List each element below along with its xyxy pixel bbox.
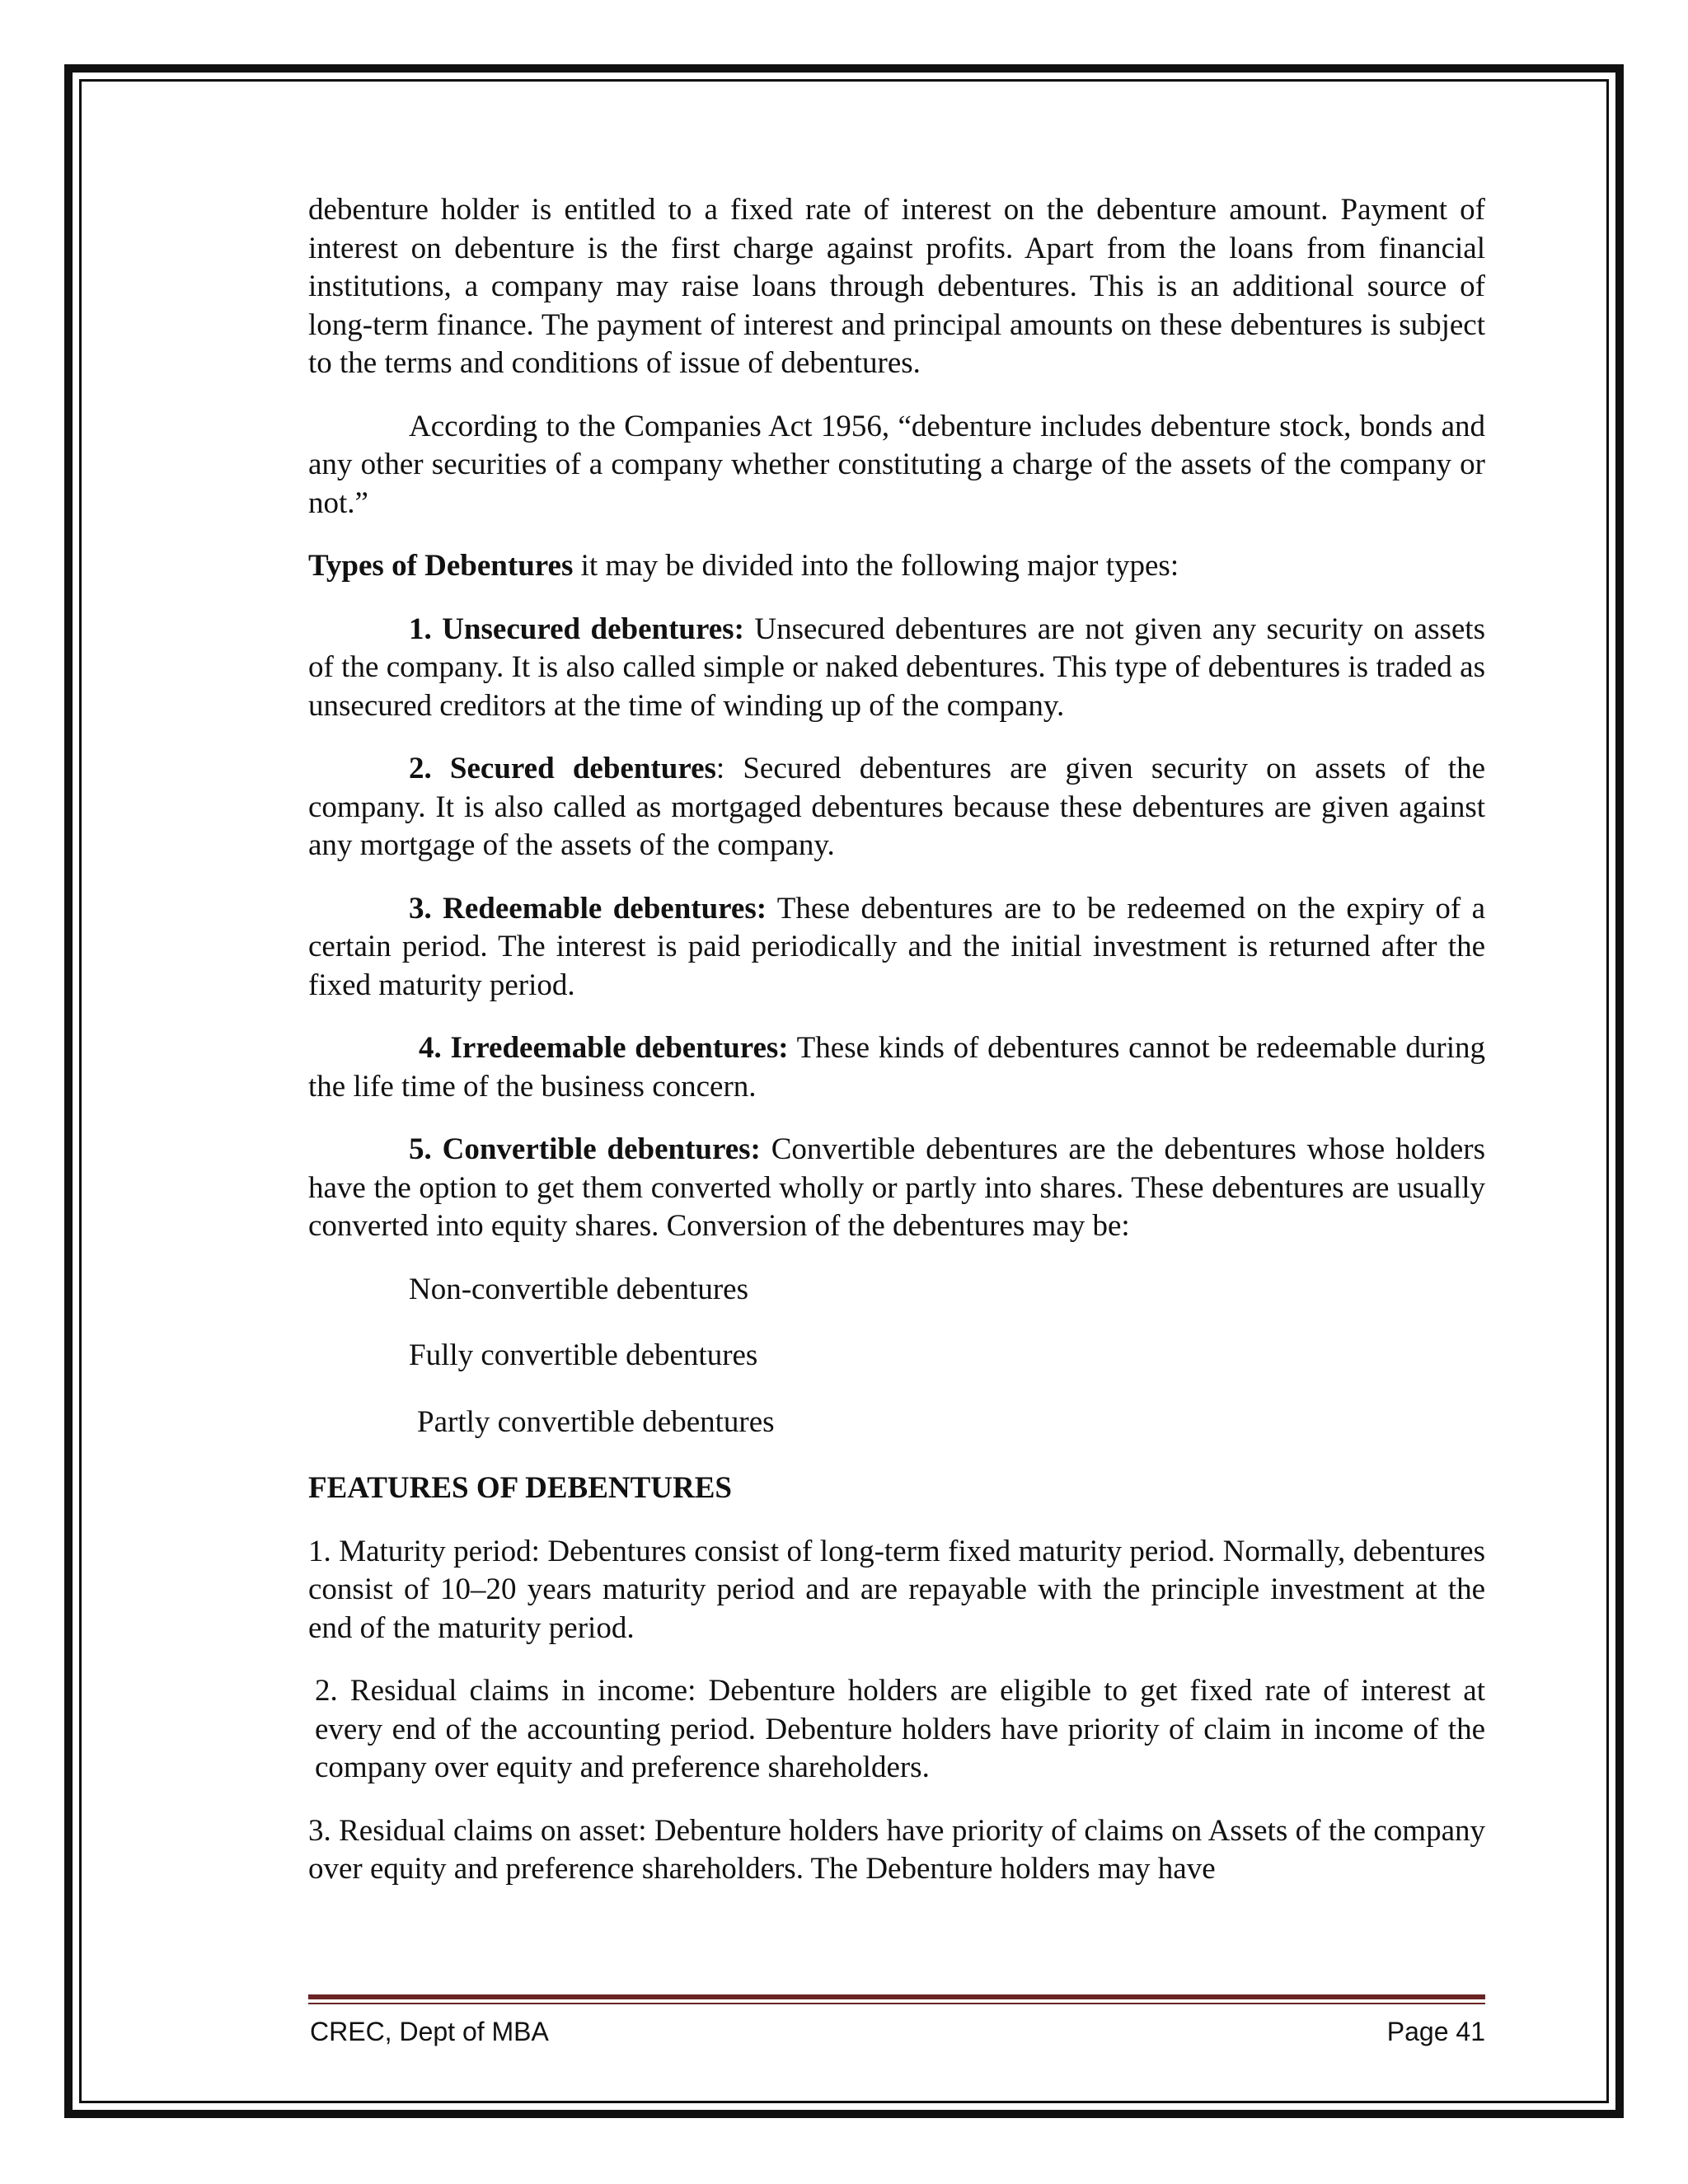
type-label: 1. Unsecured debentures: — [409, 612, 744, 646]
type-text: These debentures are to be redeemed on the expiry of a certain period. The interest is paid periodically and the initial investment is returned after the fixed maturity period. — [308, 891, 1485, 1002]
type-item-irredeemable — [308, 1029, 1485, 1106]
type-item-convertible — [308, 1131, 1485, 1246]
type-label: 2. Secured debentures — [409, 752, 716, 785]
types-heading: Types of Debentures — [308, 549, 574, 583]
type-item-unsecured — [308, 611, 1485, 726]
types-intro — [308, 547, 1485, 586]
footer-department: CREC, Dept of MBA — [310, 2017, 549, 2046]
type-label: 4. Irredeemable debentures: — [419, 1031, 789, 1065]
footer-rule — [308, 1994, 1485, 1999]
type-text: Unsecured debentures are not given any security on assets of the company. It is also called simple or naked debentures. This type of debentures is traded as unsecured creditors at the time of winding up of the company. — [308, 612, 1485, 723]
features-heading: FEATURES OF DEBENTURES — [308, 1471, 732, 1505]
type-label: 3. Redeemable debentures: — [409, 891, 767, 926]
feature-item: 1. Maturity period: Debentures consist of long-term fixed maturity period. Normally, debentures consist of 10–20 years maturity period and are repayable with the principle investment at the end of the maturity period. — [308, 1534, 1485, 1645]
document-body — [308, 191, 1485, 1914]
footer-rule-thin — [308, 2003, 1485, 2004]
paragraph-companies-act: According to the Companies Act 1956, “debenture includes debenture stock, bonds and any other securities of a company whether constituting a charge of the assets of the company or not.” — [308, 409, 1485, 520]
page-footer — [308, 2011, 1485, 2052]
types-intro-text: it may be divided into the following major types: — [573, 549, 1179, 583]
conversion-item: Fully convertible debentures — [409, 1338, 758, 1372]
conversion-item: Non-convertible debentures — [409, 1272, 748, 1306]
type-text: : Secured debentures are given security on assets of the company. It is also called as mortgaged debentures because these debentures are given against any mortgage of the assets of the company. — [308, 752, 1485, 862]
feature-item: 2. Residual claims in income: Debenture holders are eligible to get fixed rate of interest at every end of the accounting period. Debenture holders have priority of claim in income of the company over equity and preference shareholders. — [315, 1674, 1485, 1784]
paragraph-intro: debenture holder is entitled to a fixed rate of interest on the debenture amount. Payment of interest on debenture is the first charge against profits. Apart from the loans from financial institutions, a company may raise loans through debentures. This is an additional source of long-term finance. The payment of interest and principal amounts on these debentures is subject to the terms and conditions of issue of debentures. — [308, 193, 1485, 380]
type-item-secured — [308, 750, 1485, 865]
page-number: Page 41 — [1386, 2017, 1485, 2046]
feature-item: 3. Residual claims on asset: Debenture holders have priority of claims on Assets of the company over equity and preference shareholders. The Debenture holders may have — [308, 1813, 1485, 1886]
type-text: Convertible debentures are the debentures whose holders have the option to get them converted wholly or partly into shares. These debentures are usually converted into equity shares. Conversion of the debentures may be: — [308, 1132, 1485, 1243]
conversion-item: Partly convertible debentures — [417, 1404, 775, 1439]
type-label: 5. Convertible debentures: — [409, 1132, 761, 1166]
type-item-redeemable — [308, 890, 1485, 1005]
type-text: These kinds of debentures cannot be redeemable during the life time of the business concern. — [308, 1031, 1485, 1104]
